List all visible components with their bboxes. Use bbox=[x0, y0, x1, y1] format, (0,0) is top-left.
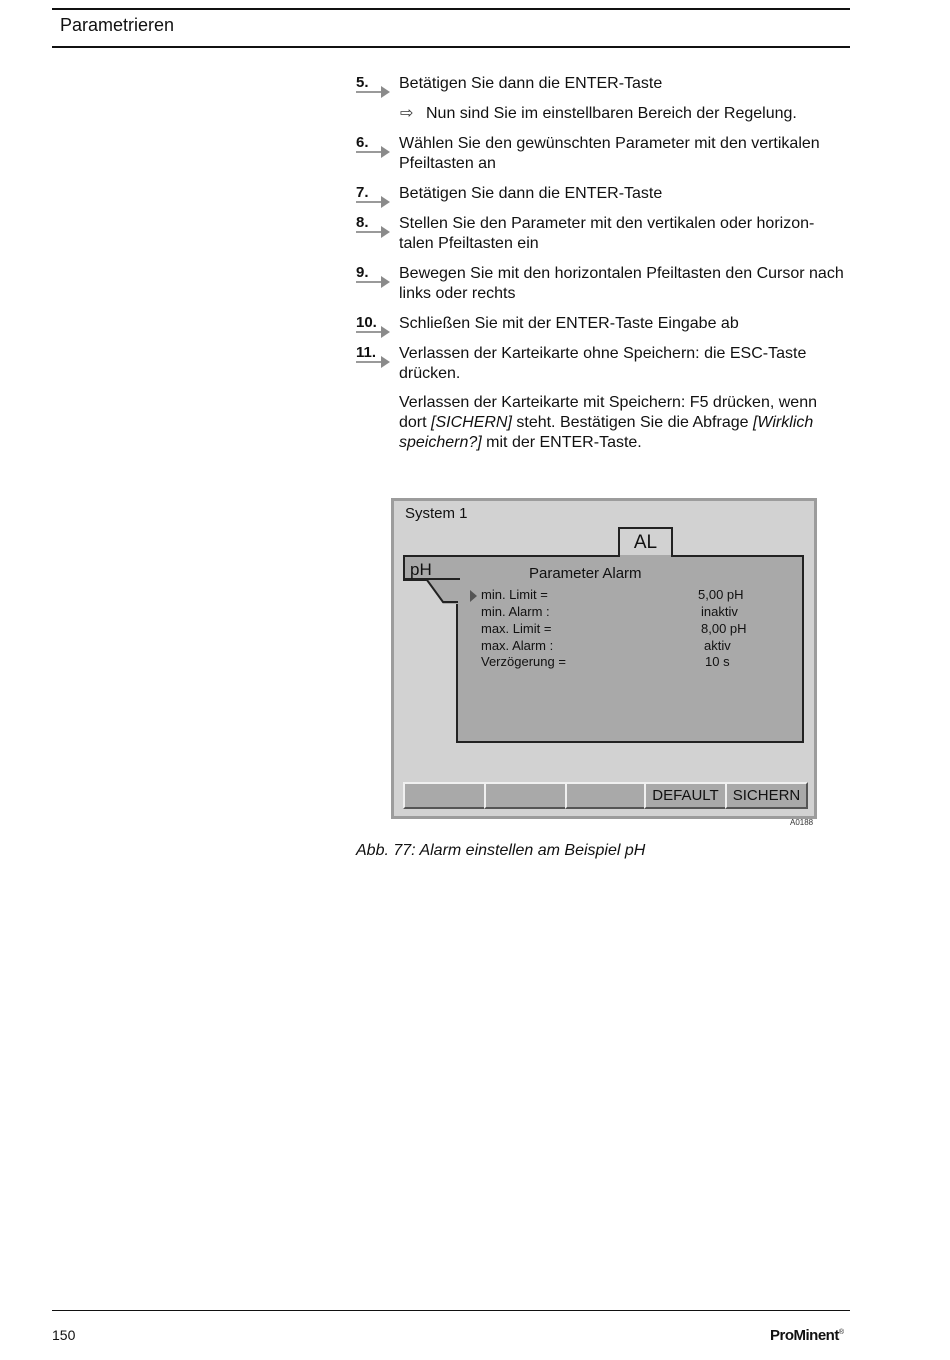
step-text: Bewegen Sie mit den horizontalen Pfeiltasten den Cursor nach links oder rechts bbox=[399, 265, 844, 302]
figure-id: A0188 bbox=[790, 818, 814, 827]
registered-mark: ® bbox=[838, 1329, 844, 1336]
param-label-min-limit[interactable]: min. Limit = bbox=[481, 587, 548, 602]
note-sichern: [SICHERN] bbox=[431, 414, 512, 431]
step-arrow-icon bbox=[356, 151, 382, 153]
param-label-max-limit[interactable]: max. Limit = bbox=[481, 621, 552, 636]
param-label-max-alarm[interactable]: max. Alarm : bbox=[481, 638, 554, 653]
header-rule-top bbox=[52, 8, 850, 10]
step-arrow-icon bbox=[356, 361, 382, 363]
tab-al[interactable]: AL bbox=[618, 527, 673, 557]
result-arrow-icon: ⇨ bbox=[400, 105, 414, 122]
step-5-result bbox=[400, 104, 797, 124]
panel-title: Parameter Alarm bbox=[529, 565, 642, 582]
step-text: Betätigen Sie dann die ENTER-Taste bbox=[399, 75, 663, 92]
softkey-f1[interactable] bbox=[403, 782, 486, 809]
step-arrow-icon bbox=[356, 281, 382, 283]
softkey-default[interactable]: DEFAULT bbox=[644, 782, 727, 809]
step-number: 6. bbox=[356, 134, 369, 151]
header-rule-bottom bbox=[52, 46, 850, 48]
step-arrow-icon bbox=[356, 201, 382, 203]
step-arrow-icon bbox=[356, 231, 382, 233]
figure-caption: Abb. 77: Alarm einstellen am Beispiel pH bbox=[356, 842, 646, 859]
footer-rule bbox=[52, 1310, 850, 1311]
param-value-min-alarm[interactable]: inaktiv bbox=[701, 604, 738, 619]
step-text: Verlassen der Karteikarte ohne Speichern: die ESC-Taste drücken. bbox=[399, 345, 807, 382]
softkey-f3[interactable] bbox=[565, 782, 648, 809]
note-text: mit der ENTER-Taste. bbox=[481, 434, 642, 451]
param-value-max-limit[interactable]: 8,00 pH bbox=[701, 621, 747, 636]
step-text: Schließen Sie mit der ENTER-Taste Eingabe ab bbox=[399, 315, 739, 332]
param-value-delay[interactable]: 10 s bbox=[705, 654, 730, 669]
cursor-arrow-icon bbox=[470, 590, 477, 602]
step-text: Betätigen Sie dann die ENTER-Taste bbox=[399, 185, 663, 202]
prominent-logo bbox=[770, 1327, 844, 1344]
param-label-min-alarm[interactable]: min. Alarm : bbox=[481, 604, 550, 619]
note-confirm-query: [Wirklich speichern?] bbox=[399, 414, 814, 451]
param-value-max-alarm[interactable]: aktiv bbox=[704, 638, 731, 653]
note-text: steht. Bestätigen Sie die Abfrage bbox=[511, 414, 753, 431]
step-number: 5. bbox=[356, 74, 369, 91]
step-number: 8. bbox=[356, 214, 369, 231]
softkey-sichern[interactable]: SICHERN bbox=[725, 782, 808, 809]
step-text: Wählen Sie den gewünschten Parameter mit den vertikalen Pfeiltasten an bbox=[399, 135, 820, 172]
step-number: 11. bbox=[356, 344, 377, 361]
step-number: 10. bbox=[356, 314, 377, 331]
step-number: 7. bbox=[356, 184, 369, 201]
tab-ph[interactable]: pH bbox=[403, 555, 460, 580]
tab-join bbox=[620, 555, 671, 557]
result-text: Nun sind Sie im einstellbaren Bereich der Regelung. bbox=[426, 105, 797, 122]
param-label-delay[interactable]: Verzögerung = bbox=[481, 654, 566, 669]
page-header-title: Parametrieren bbox=[60, 15, 175, 35]
brand-name: ProMinent bbox=[770, 1327, 839, 1344]
tab-ph-edge bbox=[403, 580, 460, 604]
step-text: Stellen Sie den Parameter mit den vertikalen oder horizon-talen Pfeiltasten ein bbox=[399, 215, 815, 252]
param-value-min-limit[interactable]: 5,00 pH bbox=[698, 587, 744, 602]
softkey-f2[interactable] bbox=[484, 782, 567, 809]
step-arrow-icon bbox=[356, 91, 382, 93]
screen-title: System 1 bbox=[405, 505, 468, 522]
note-text: Verlassen der Karteikarte mit Speichern: F5 drücken, wenn dort bbox=[399, 394, 817, 431]
device-screen bbox=[391, 498, 817, 819]
step-number: 9. bbox=[356, 264, 369, 281]
save-note bbox=[399, 393, 844, 453]
step-arrow-icon bbox=[356, 331, 382, 333]
page-number: 150 bbox=[52, 1327, 76, 1343]
